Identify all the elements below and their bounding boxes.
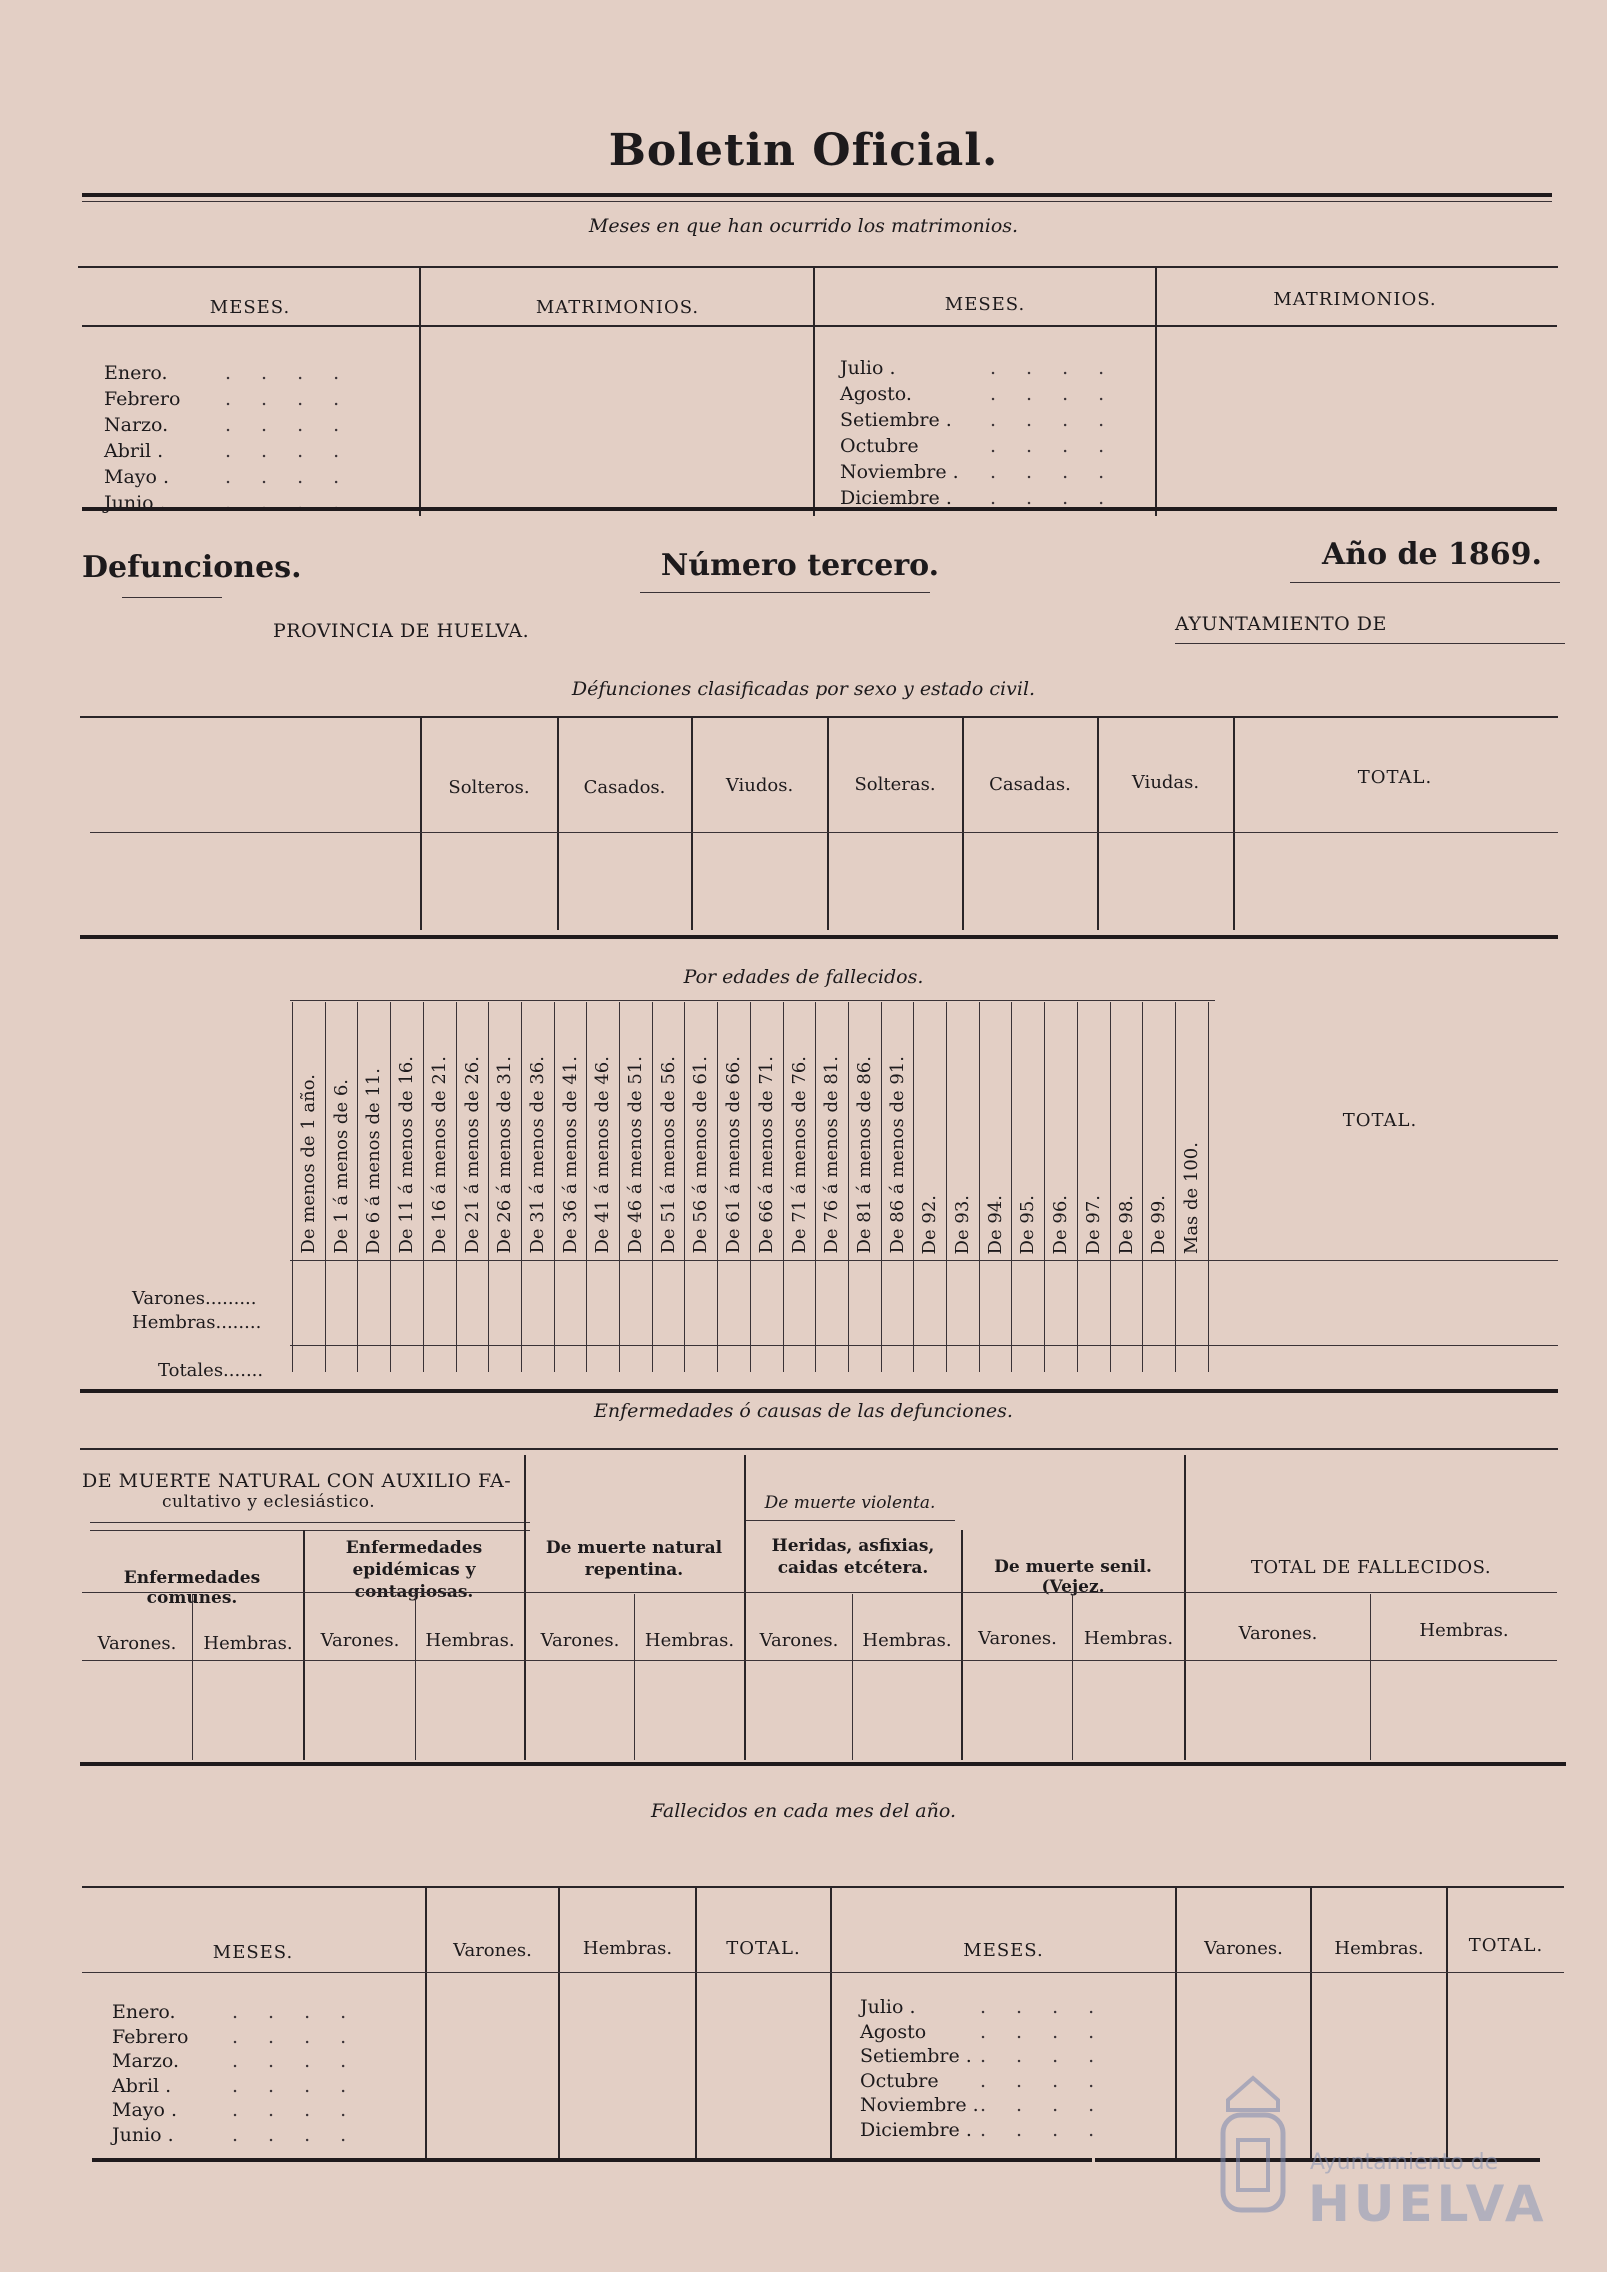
causes-sub-2	[415, 1594, 416, 1760]
causes-hembras-total: Hembras.	[1419, 1620, 1509, 1641]
civil-divider-4	[962, 718, 964, 930]
list-item: Enero.	[104, 362, 168, 384]
causes-hembras-3: Hembras.	[644, 1630, 735, 1651]
ages-col-header: De 71 á menos de 76.	[788, 1056, 810, 1254]
list-item: Mayo .	[112, 2099, 178, 2121]
ages-col-header: De 95.	[1017, 1194, 1039, 1254]
ages-divider	[815, 1002, 816, 1372]
list-item: Abril .	[112, 2074, 172, 2097]
ages-col-header: De 51 á menos de 56.	[657, 1056, 679, 1254]
causes-group-heridas: Heridas, asfixias, caidas etcétera.	[771, 1536, 935, 1578]
causes-group-total: TOTAL DE FALLECIDOS.	[1250, 1557, 1492, 1578]
monthly-col-meses-left: MESES.	[212, 1942, 294, 1963]
monthly-dots-left: .... .... .... .... .... ....	[232, 2001, 377, 2146]
ages-row-varones: Varones.........	[132, 1288, 257, 1309]
marriages-divider-1	[419, 268, 421, 516]
monthly-div-1	[425, 1888, 427, 2158]
causes-group-senil: De muerte senil. (Vejez.	[994, 1557, 1152, 1597]
monthly-col-total-left: TOTAL.	[726, 1938, 801, 1959]
ages-divider	[292, 1002, 293, 1372]
civil-divider-5	[1097, 718, 1099, 930]
page-title: Boletin Oficial.	[608, 125, 999, 176]
natural-header-line2: cultativo y eclesiástico.	[162, 1492, 376, 1512]
ages-col-header: De 97.	[1082, 1194, 1104, 1254]
list-item: Setiembre .	[840, 409, 952, 431]
ages-total-rule	[290, 1345, 1558, 1346]
marriages-bottom-rule	[82, 507, 1557, 511]
ages-row-totales: Totales.......	[158, 1360, 264, 1381]
list-item: Agosto	[860, 2020, 927, 2043]
natural-header-line1: DE MUERTE NATURAL CON AUXILIO FA-	[82, 1470, 512, 1492]
monthly-div-4	[830, 1888, 832, 2158]
marriages-caption: Meses en que han ocurrido los matrimonios.	[588, 215, 1019, 237]
ages-divider	[1044, 1002, 1045, 1372]
province-label: PROVINCIA DE HUELVA.	[273, 620, 530, 642]
ayuntamiento-line	[1175, 643, 1565, 644]
list-item: Enero.	[112, 2001, 176, 2023]
causes-violent-header: De muerte violenta.	[764, 1493, 936, 1513]
marriages-dots-right: .... .... .... .... .... ....	[990, 357, 1135, 509]
civil-col-total: TOTAL.	[1357, 767, 1433, 788]
marriages-col-meses-left: MESES.	[209, 297, 291, 318]
causes-caption: Enfermedades ó causas de las defunciones.	[594, 1400, 1013, 1422]
list-item: Junio .	[104, 492, 166, 514]
causes-div-3	[744, 1455, 746, 1760]
ages-col-header: De 56 á menos de 61.	[690, 1056, 712, 1254]
ages-divider	[1142, 1002, 1143, 1372]
monthly-col-varones-left: Varones.	[453, 1940, 532, 1961]
ages-col-header: De 98.	[1115, 1194, 1137, 1254]
monthly-div-5	[1175, 1888, 1177, 2158]
monthly-col-varones-right: Varones.	[1204, 1938, 1283, 1959]
marriages-divider-3	[1155, 268, 1157, 516]
monthly-top-rule	[82, 1886, 1564, 1888]
causes-sub-3	[634, 1594, 635, 1760]
ages-divider	[946, 1002, 947, 1372]
ages-divider	[619, 1002, 620, 1372]
ages-divider	[717, 1002, 718, 1372]
causes-div-5	[1184, 1455, 1186, 1760]
ages-col-header: De 61 á menos de 66.	[723, 1056, 745, 1254]
monthly-caption: Fallecidos en cada mes del año.	[650, 1800, 957, 1822]
ages-divider	[456, 1002, 457, 1372]
monthly-div-2	[558, 1888, 560, 2158]
list-item: Marzo.	[112, 2050, 180, 2072]
ages-divider	[423, 1002, 424, 1372]
monthly-col-total-right: TOTAL.	[1468, 1935, 1544, 1956]
marriages-col-meses-right: MESES.	[944, 294, 1026, 315]
marriages-top-rule	[78, 266, 1558, 268]
civil-divider-6	[1233, 718, 1235, 930]
civil-col-solteras: Solteras.	[854, 774, 936, 795]
ages-divider	[586, 1002, 587, 1372]
ages-col-header: De 36 á menos de 41.	[559, 1056, 581, 1254]
ayuntamiento-label: AYUNTAMIENTO DE	[1175, 613, 1387, 635]
ages-col-header: De 11 á menos de 16.	[396, 1056, 418, 1254]
section-numero: Número tercero.	[660, 548, 940, 583]
ages-divider	[783, 1002, 784, 1372]
list-item: Junio .	[112, 2123, 174, 2146]
ages-col-total: TOTAL.	[1342, 1110, 1418, 1131]
ages-col-header: De 21 á menos de 26.	[461, 1056, 483, 1254]
ages-col-header: Mas de 100.	[1180, 1141, 1202, 1254]
causes-div-2	[524, 1455, 526, 1760]
causes-sub-6	[1370, 1594, 1371, 1760]
causes-group-rule	[82, 1592, 1557, 1593]
causes-hembras-4: Hembras.	[862, 1630, 952, 1651]
list-item: Noviembre .	[860, 2094, 979, 2116]
huelva-stamp	[1200, 2065, 1560, 2265]
list-item: Julio .	[840, 357, 896, 379]
ages-col-header: De 96.	[1050, 1194, 1072, 1254]
causes-hembras-2: Hembras.	[425, 1630, 515, 1651]
ages-col-header: De 99.	[1148, 1194, 1170, 1254]
ages-divider	[1208, 1002, 1209, 1372]
causes-group-comunes: Enfermedades comunes.	[123, 1568, 261, 1608]
causes-group-epidemicas: Enfermedades epidémicas y contagiosas.	[345, 1538, 483, 1602]
civil-col-viudos: Viudos.	[725, 775, 794, 796]
ages-divider	[521, 1002, 522, 1372]
list-item: Setiembre .	[860, 2045, 972, 2067]
ages-divider	[979, 1002, 980, 1372]
civil-divider-3	[827, 718, 829, 930]
ages-divider	[357, 1002, 358, 1372]
ages-divider	[750, 1002, 751, 1372]
section-year: Año de 1869.	[1322, 537, 1542, 572]
causes-sub-5	[1072, 1594, 1073, 1760]
ages-divider	[684, 1002, 685, 1372]
causes-hembras-5: Hembras.	[1083, 1628, 1174, 1649]
causes-natural-rule-2	[90, 1530, 530, 1531]
list-item: Octubre	[860, 2069, 939, 2092]
civil-header-rule	[90, 832, 1558, 833]
causes-sub-1	[192, 1594, 193, 1760]
ages-divider	[1110, 1002, 1111, 1372]
list-item: Febrero	[104, 388, 181, 410]
monthly-dots-right: .... .... .... .... .... ....	[980, 1996, 1125, 2141]
list-item: Octubre	[840, 435, 919, 457]
list-item: Diciembre .	[860, 2118, 972, 2141]
list-item: Febrero	[112, 2025, 189, 2048]
civil-col-casados: Casados.	[583, 777, 666, 798]
ages-divider	[390, 1002, 391, 1372]
marriages-col-matrimonios-right: MATRIMONIOS.	[1273, 289, 1437, 310]
ages-col-header: De 86 á menos de 91.	[886, 1056, 908, 1254]
monthly-col-meses-right: MESES.	[963, 1940, 1044, 1961]
causes-violent-rule	[745, 1520, 955, 1521]
causes-bottom-rule	[80, 1762, 1566, 1766]
list-item: Noviembre .	[840, 461, 959, 483]
ages-col-header: De 31 á menos de 36.	[526, 1056, 548, 1254]
ages-divider	[881, 1002, 882, 1372]
civil-bottom-rule	[80, 935, 1558, 939]
ages-divider	[1011, 1002, 1012, 1372]
section-defunciones: Defunciones.	[82, 550, 302, 585]
ages-col-header: De 92.	[919, 1194, 941, 1254]
ages-row-hembras: Hembras........	[132, 1312, 262, 1333]
ages-header-rule	[290, 1260, 1558, 1261]
ages-top-rule	[290, 1000, 1215, 1001]
ages-col-header: De 26 á menos de 31.	[494, 1056, 516, 1254]
crest-icon	[1208, 2070, 1298, 2220]
causes-sub-4	[852, 1594, 853, 1760]
header-rule	[82, 193, 1552, 197]
ages-col-header: De 94.	[984, 1194, 1006, 1254]
causes-varones-1: Varones.	[97, 1633, 177, 1654]
list-item: Mayo .	[104, 466, 170, 488]
monthly-div-3	[695, 1888, 697, 2158]
stamp-line1: Ayuntamiento de	[1310, 2150, 1499, 2175]
ages-divider	[1175, 1002, 1176, 1372]
monthly-bottom-rule	[92, 2158, 1092, 2162]
list-item: Agosto.	[840, 383, 912, 405]
causes-varones-5: Varones.	[978, 1628, 1057, 1649]
causes-hembras-1: Hembras.	[203, 1633, 293, 1654]
list-item: Julio .	[860, 1996, 916, 2018]
list-item: Diciembre .	[840, 487, 952, 509]
ages-divider	[848, 1002, 849, 1372]
ages-col-header: De 16 á menos de 21.	[428, 1056, 450, 1254]
stamp-line2: HUELVA	[1308, 2175, 1548, 2233]
civil-col-solteros: Solteros.	[448, 777, 530, 798]
year-underline	[1290, 582, 1560, 583]
causes-natural-rule	[90, 1522, 530, 1523]
ages-col-header: De menos de 1 año.	[298, 1074, 319, 1254]
ages-col-header: De 81 á menos de 86.	[853, 1056, 875, 1254]
monthly-header-rule	[82, 1972, 1564, 1973]
ages-col-header: De 1 á menos de 6.	[330, 1079, 352, 1254]
civil-divider-2	[691, 718, 693, 930]
monthly-col-hembras-left: Hembras.	[582, 1938, 673, 1959]
ages-bottom-rule	[80, 1389, 1558, 1393]
civil-divider-0	[420, 718, 422, 930]
causes-varones-total: Varones.	[1238, 1623, 1318, 1644]
causes-varones-4: Varones.	[759, 1630, 839, 1651]
causes-varones-2: Varones.	[320, 1630, 400, 1651]
list-item: Narzo.	[104, 414, 169, 436]
civil-col-viudas: Viudas.	[1131, 772, 1200, 793]
causes-natural-header	[82, 1470, 522, 1512]
ages-col-header: De 41 á menos de 46.	[592, 1056, 614, 1254]
ages-divider	[652, 1002, 653, 1372]
causes-varones-3: Varones.	[540, 1630, 620, 1651]
header-rule-2	[82, 201, 1552, 202]
civil-caption: Défunciones clasificadas por sexo y estado civil.	[571, 678, 1036, 700]
civil-top-rule	[80, 716, 1558, 718]
ages-col-header: De 6 á menos de 11.	[363, 1067, 385, 1254]
list-item: Abril .	[104, 440, 164, 462]
causes-top-rule	[80, 1448, 1558, 1450]
ages-col-header: De 66 á menos de 71.	[755, 1056, 777, 1254]
causes-sub-rule	[82, 1660, 1557, 1661]
marriages-header-rule	[82, 325, 1557, 327]
ages-col-header: De 76 á menos de 81.	[821, 1056, 843, 1254]
marriages-dots-left: .... .... .... .... .... ....	[225, 362, 370, 514]
numero-underline	[640, 592, 930, 593]
defunciones-underline	[122, 597, 222, 598]
ages-col-header: De 46 á menos de 51.	[625, 1056, 646, 1254]
causes-group-repentina: De muerte natural repentina.	[545, 1538, 723, 1580]
ages-divider	[325, 1002, 326, 1372]
ages-caption: Por edades de fallecidos.	[683, 966, 924, 988]
ages-col-header: De 93.	[952, 1194, 973, 1254]
ages-divider	[1077, 1002, 1078, 1372]
ages-divider	[554, 1002, 555, 1372]
ages-divider	[488, 1002, 489, 1372]
marriages-col-matrimonios-left: MATRIMONIOS.	[535, 297, 700, 318]
monthly-col-hembras-right: Hembras.	[1334, 1938, 1424, 1959]
civil-divider-1	[557, 718, 559, 930]
marriages-divider-2	[813, 268, 815, 516]
ages-divider	[913, 1002, 914, 1372]
civil-col-casadas: Casadas.	[989, 774, 1071, 795]
